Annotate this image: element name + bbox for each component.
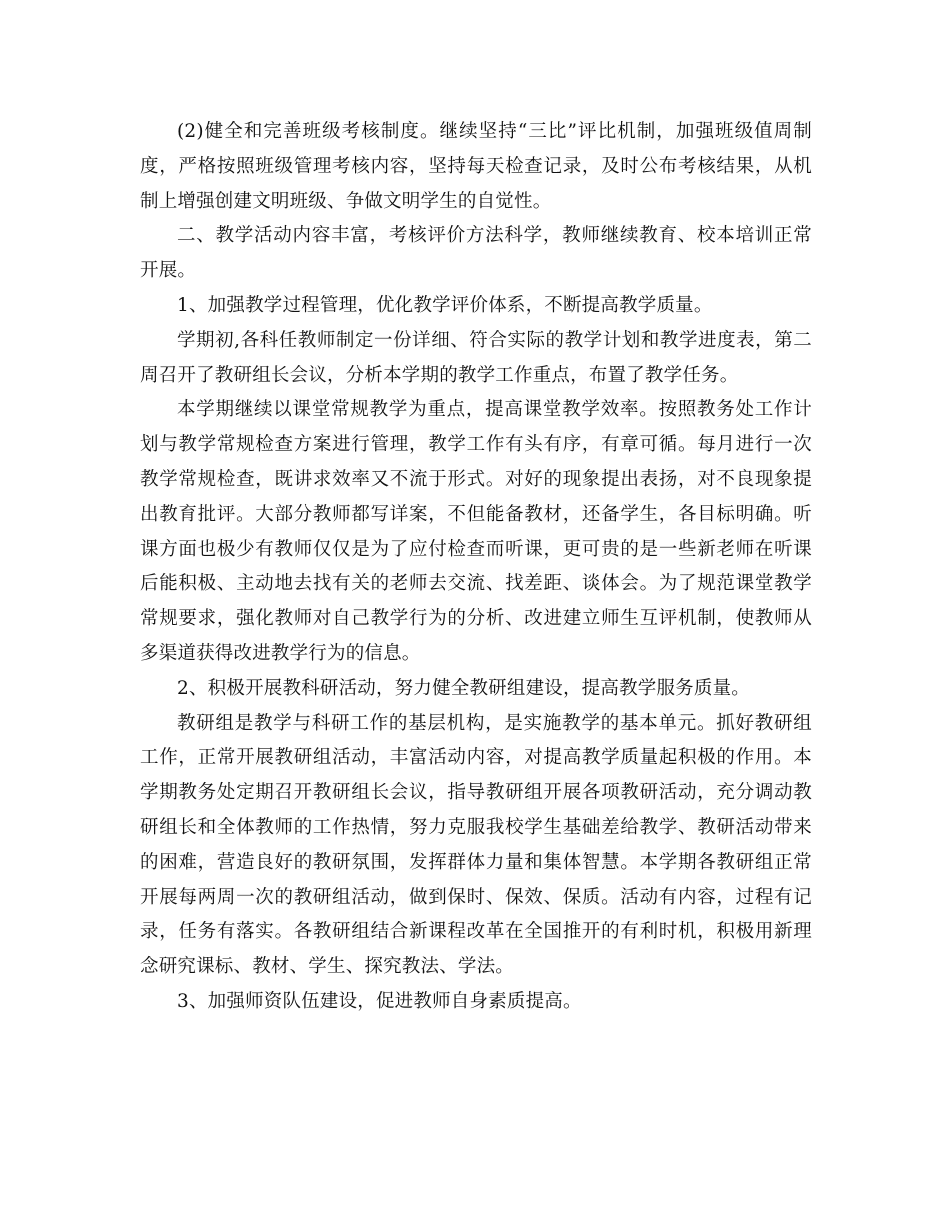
paragraph-item-1-heading: 1、加强教学过程管理，优化教学评价体系，不断提高教学质量。 [177, 294, 713, 316]
paragraph-classroom-routine: 本学期继续以课堂常规教学为重点，提高课堂教学效率。按照教务处工作计划与教学常规检查方案进行管理，教学工作有头有序，有章可循。每月进行一次教学常规检查，既讲求效率又不流于形式。对好的现象提出表扬，对不良现象提出教育批评。大部分教师都写详案，不但能备教材，还备学生，各目标明确。听课方面也极少有教师仅仅是为了应付检查而听课，更可贵的是一些新老师在听课后能积极、主动地去找有关的老师去交流、找差距、谈体会。为了规范课堂教学常规要求，强化教师对自己教学行为的分析、改进建立师生互评机制，使教师从多渠道获得改进教学行为的信息。 [140, 399, 812, 664]
paragraph-item-3-heading: 3、加强师资队伍建设，促进教师自身素质提高。 [177, 990, 582, 1012]
paragraph-item-2-heading: 2、积极开展教科研活动，努力健全教研组建设，提高教学服务质量。 [177, 677, 750, 699]
paragraph-class-assessment: (2)健全和完善班级考核制度。继续坚持“三比”评比机制，加强班级值周制度，严格按照班级管理考核内容，坚持每天检查记录，及时公布考核结果，从机制上增强创建文明班级、争做文明学生的自觉性。 [140, 121, 812, 212]
paragraph-research-group: 教研组是教学与科研工作的基层机构，是实施教学的基本单元。抓好教研组工作，正常开展教研组活动，丰富活动内容，对提高教学质量起积极的作用。本学期教务处定期召开教研组长会议，指导教研组开展各项教研活动，充分调动教研组长和全体教师的工作热情，努力克服我校学生基础差给教学、教研活动带来的困难，营造良好的教研氛围，发挥群体力量和集体智慧。本学期各教研组正常开展每两周一次的教研组活动，做到保时、保效、保质。活动有内容，过程有记录，任务有落实。各教研组结合新课程改革在全国推开的有利时机，积极用新理念研究课标、教材、学生、探究教法、学法。 [140, 712, 812, 978]
paragraph-semester-start: 学期初,各科任教师制定一份详细、符合实际的教学计划和教学进度表，第二周召开了教研组长会议，分析本学期的教学工作重点，布置了教学任务。 [140, 329, 812, 386]
document-body [140, 115, 812, 1020]
paragraph-section-two-heading: 二、教学活动内容丰富，考核评价方法科学，教师继续教育、校本培训正常开展。 [140, 225, 812, 282]
